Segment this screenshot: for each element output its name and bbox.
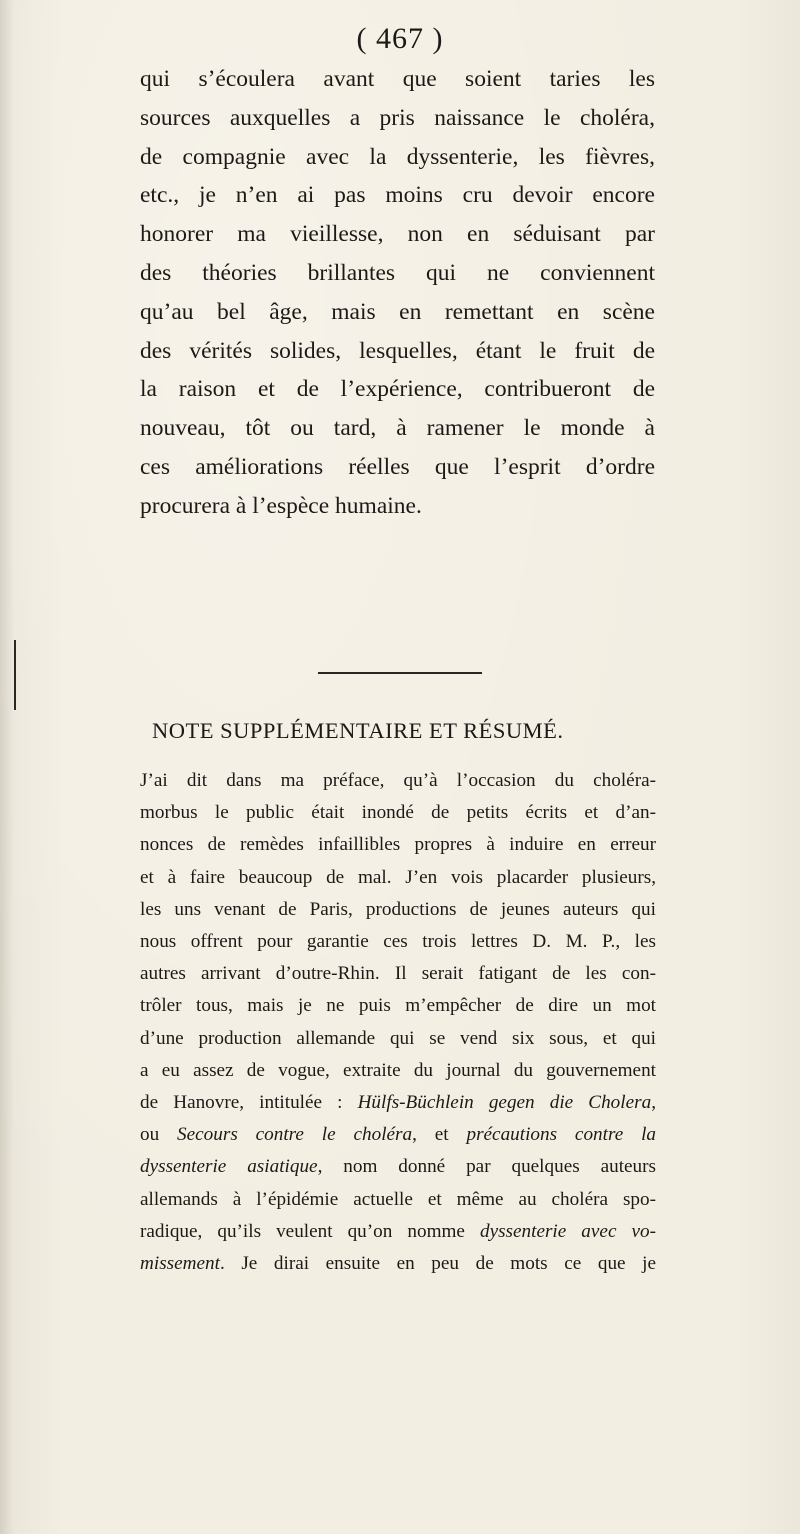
note-text-fragment: de Hanovre, intitulée : [140, 1092, 358, 1114]
page-gutter-shadow [0, 0, 14, 1534]
book-title-german: Hülfs-Büchlein gegen die Cholera [357, 1092, 652, 1114]
page-number: ( 467 ) [356, 22, 444, 55]
note-line: nonces de remèdes infaillibles propres à induire en erreur [140, 834, 656, 856]
text-line: sources auxquelles a pris naissance le choléra, [140, 104, 655, 131]
note-line: nous offrent pour garantie ces trois lettres D. M. P., les [140, 931, 656, 953]
note-line [140, 1248, 656, 1280]
note-text-fragment: , [651, 1092, 656, 1114]
text-line: etc., je n’en ai pas moins cru devoir encore [140, 182, 655, 209]
note-line: autres arrivant d’outre-Rhin. Il serait fatigant de les con- [140, 963, 656, 985]
text-line: honorer ma vieillesse, non en séduisant par [140, 221, 655, 248]
text-line: des théories brillantes qui ne conviennent [140, 259, 655, 286]
note-line [140, 1087, 656, 1119]
note-line: et à faire beaucoup de mal. J’en vois placarder plusieurs, [140, 866, 656, 888]
note-text-fragment: radique, qu’ils veulent qu’on nomme [140, 1220, 480, 1242]
text-line: ces améliorations réelles que l’esprit d’ordre [140, 453, 655, 480]
section-heading: NOTE SUPPLÉMENTAIRE ET RÉSUMÉ. [152, 718, 564, 743]
note-line: morbus le public était inondé de petits écrits et d’an- [140, 802, 656, 824]
note-text-fragment: , nom donné par quelques auteurs [317, 1156, 656, 1178]
note-line: allemands à l’épidémie actuelle et même au choléra spo- [140, 1188, 656, 1210]
text-line: la raison et de l’expérience, contribueront de [140, 376, 655, 403]
note-line [140, 1119, 656, 1151]
main-paragraph [140, 60, 655, 526]
book-title-french-end: dyssenterie asiatique [140, 1156, 318, 1178]
text-line: nouveau, tôt ou tard, à ramener le monde à [140, 415, 655, 442]
text-line: des vérités solides, lesquelles, étant le fruit de [140, 337, 655, 364]
note-text-fragment: . Je dirai ensuite en peu de mots ce que je [219, 1253, 656, 1275]
term-italic: missement [140, 1253, 220, 1275]
section-divider [318, 672, 482, 674]
note-text-fragment: ou [140, 1124, 178, 1146]
text-line: qui s’écoulera avant que soient taries les [140, 66, 655, 92]
term-italic: dyssenterie avec vo- [479, 1220, 656, 1242]
note-line: d’une production allemande qui se vend six sous, et qui [140, 1027, 656, 1049]
text-line: procurera à l’espèce humaine. [140, 492, 422, 519]
note-paragraph [140, 765, 656, 1280]
text-line: qu’au bel âge, mais en remettant en scène [140, 298, 655, 325]
gutter-mark [14, 640, 16, 710]
note-line: trôler tous, mais je ne puis m’empêcher de dire un mot [140, 995, 656, 1017]
text-line: de compagnie avec la dyssenterie, les fièvres, [140, 143, 655, 170]
note-line: J’ai dit dans ma préface, qu’à l’occasion du choléra- [140, 770, 656, 791]
book-title-french: Secours contre le choléra [177, 1124, 413, 1146]
note-line: les uns venant de Paris, productions de jeunes auteurs qui [140, 898, 656, 920]
note-text-fragment: , et [412, 1124, 467, 1146]
note-line [140, 1151, 656, 1183]
book-title-french-cont: précautions contre la [466, 1124, 657, 1146]
note-line: a eu assez de vogue, extraite du journal du gouvernement [140, 1059, 656, 1081]
note-line [140, 1216, 656, 1248]
